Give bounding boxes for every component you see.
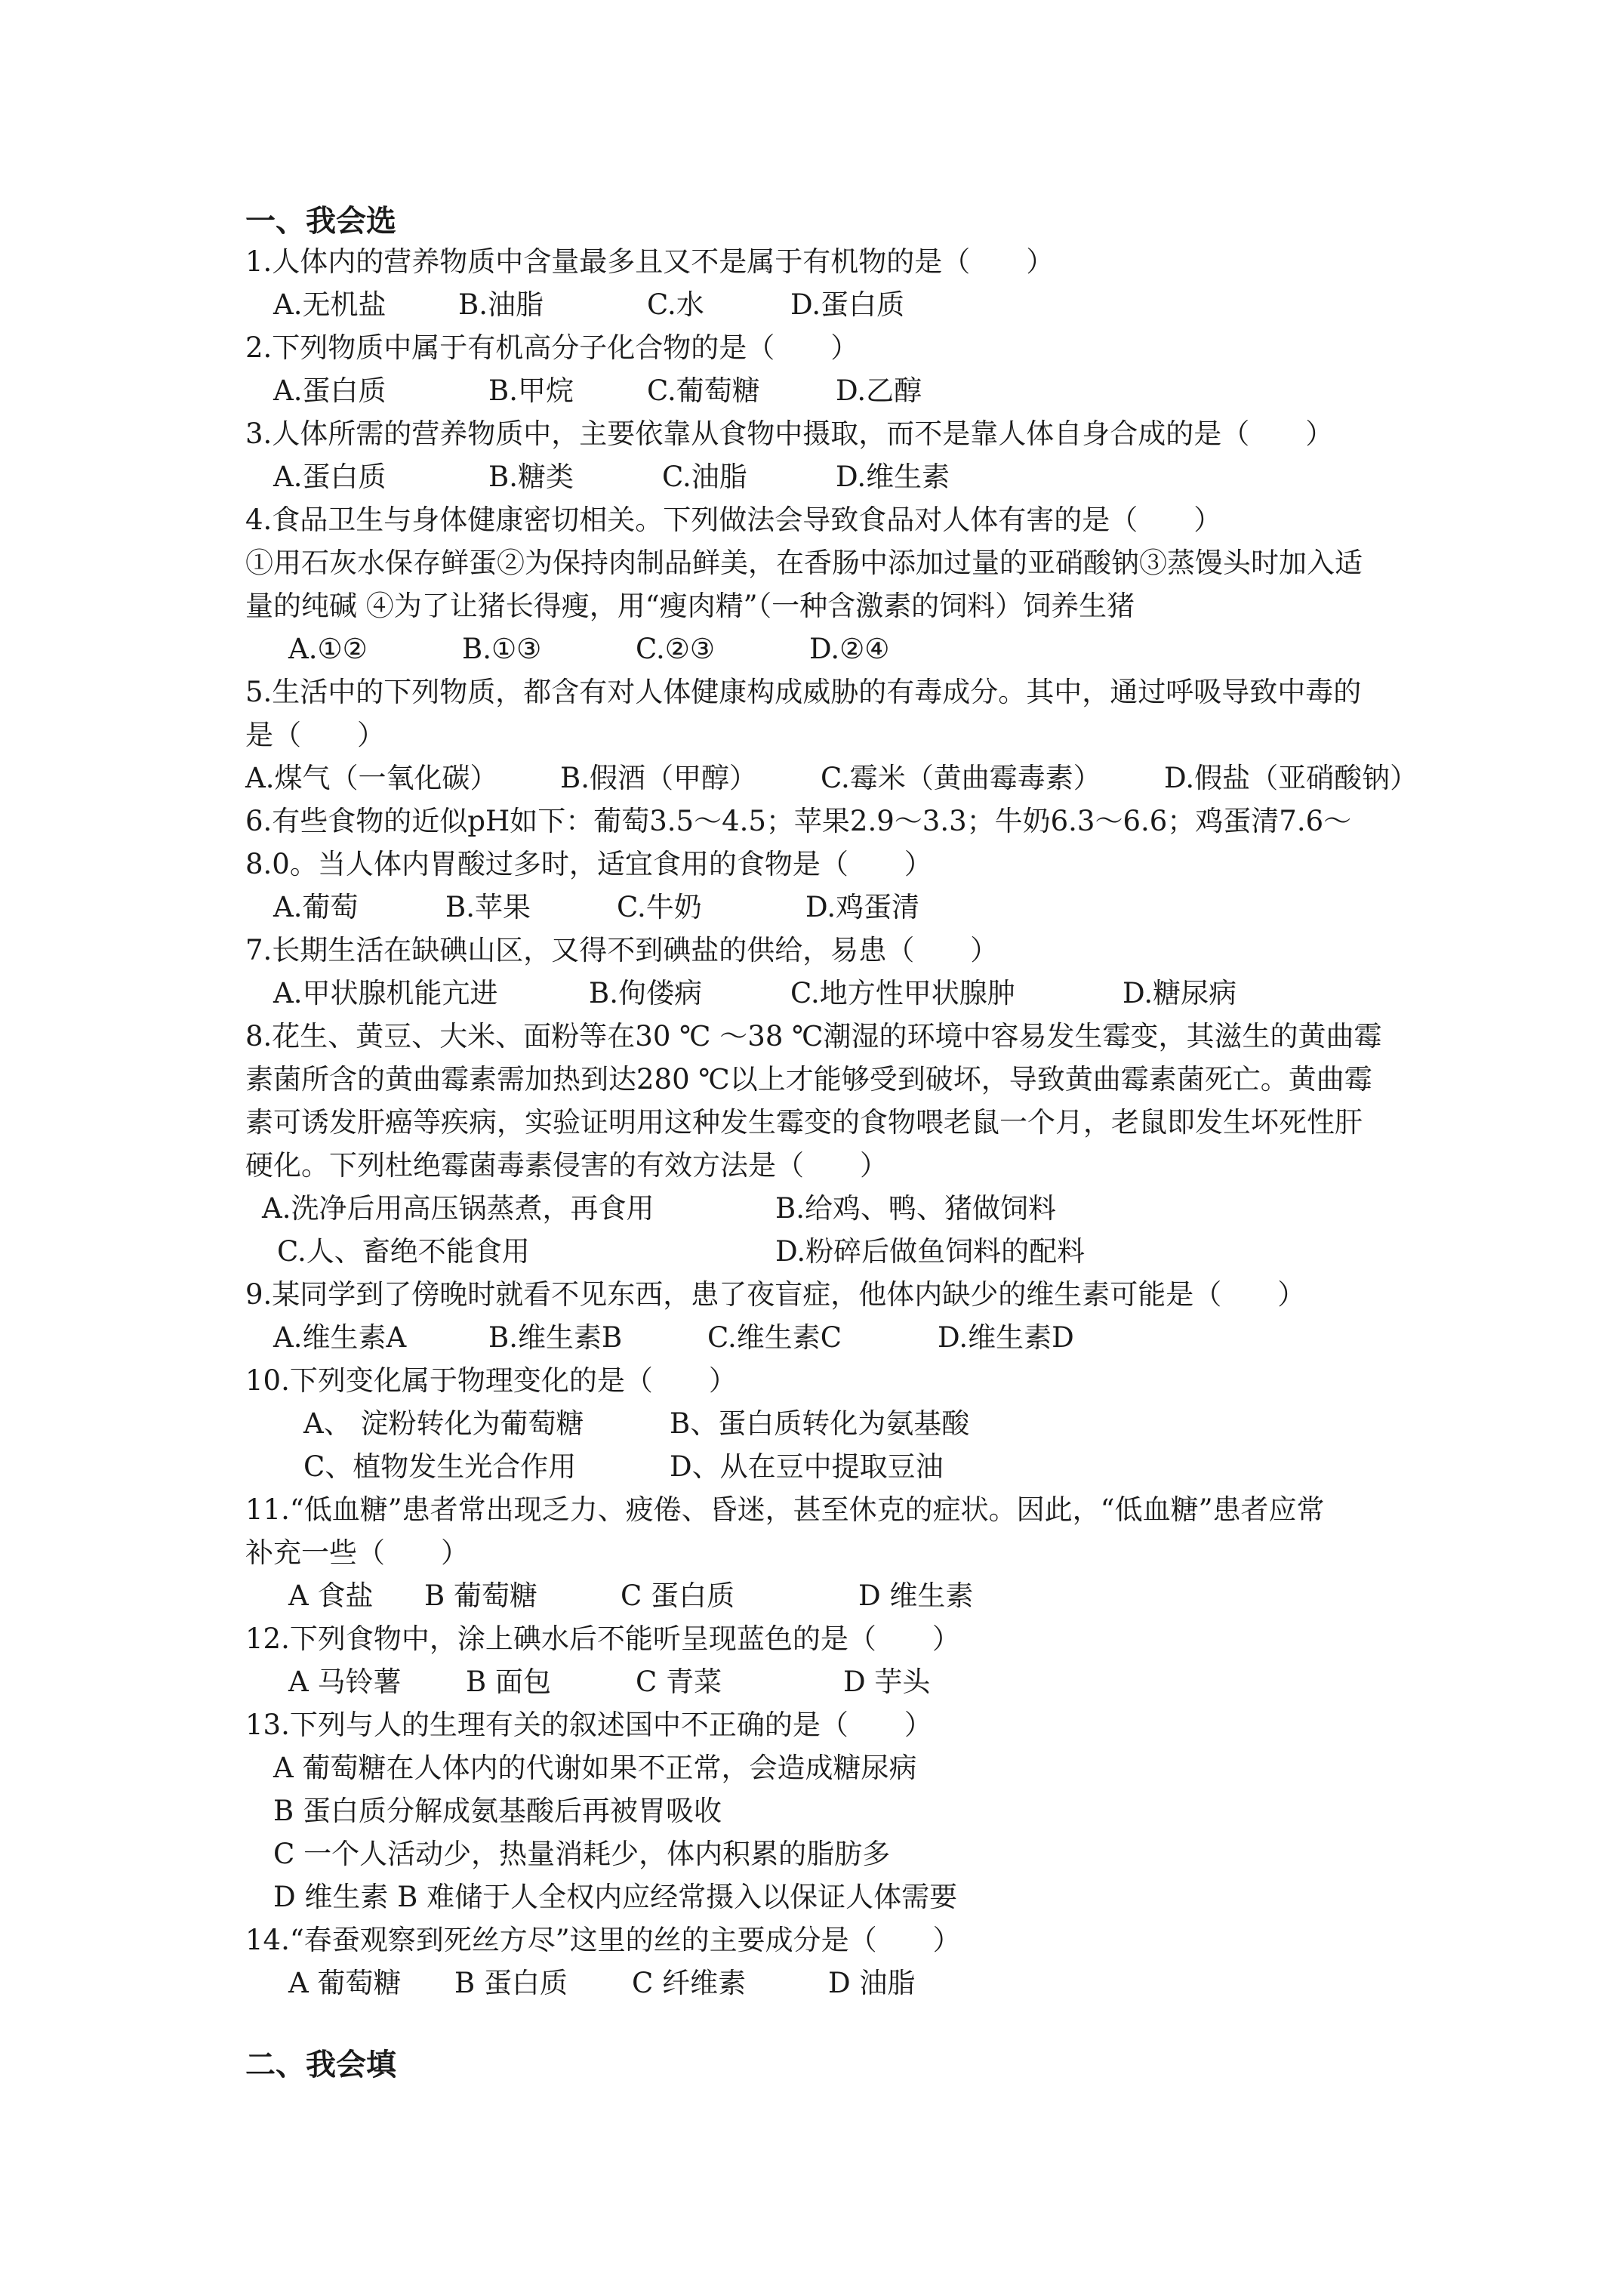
q2-option-d: D.乙醇 (836, 374, 922, 407)
q13-option-b: B 蛋白质分解成氨基酸后再被胃吸收 (273, 1795, 722, 1827)
q10-option-a: A、 淀粉转化为葡萄糖 (303, 1407, 584, 1440)
q5-option-a: A.煤气（一氧化碳） (245, 762, 498, 794)
q6-option-a: A.葡萄 (273, 891, 359, 923)
question-7-stem: 7.长期生活在缺碘山区，又得不到碘盐的供给，易患（ ） (245, 934, 999, 966)
q7-option-c: C.地方性甲状腺肿 (790, 977, 1015, 1009)
question-3-stem: 3.人体所需的营养物质中，主要依靠从食物中摄取，而不是靠人体自身合成的是（ ） (245, 418, 1334, 450)
question-11-stem: 11.“低血糖”患者常出现乏力、疲倦、昏迷，甚至休克的症状。因此，“低血糖”患者应常 (245, 1493, 1325, 1526)
q9-option-d: D.维生素D (938, 1321, 1074, 1354)
question-5-stem: 5.生活中的下列物质，都含有对人体健康构成威胁的有毒成分。其中，通过呼吸导致中毒的 (245, 676, 1362, 708)
question-8-stem: 8.花生、黄豆、大米、面粉等在30 ℃ ～38 ℃潮湿的环境中容易发生霉变，其滋生的黄曲霉 (245, 1020, 1382, 1052)
q4-option-a: A.①② (288, 633, 368, 665)
q5-option-b: B.假酒（甲醇） (560, 762, 757, 794)
q10-option-c: C、植物发生光合作用 (303, 1450, 577, 1483)
q9-option-c: C.维生素C (707, 1321, 842, 1354)
q13-option-d: D 维生素 B 难储于人全权内应经常摄入以保证人体需要 (273, 1881, 958, 1913)
q8-option-d: D.粉碎后做鱼饲料的配料 (775, 1235, 1086, 1268)
q9-option-a: A.维生素A (273, 1321, 407, 1354)
q12-option-b: B 面包 (466, 1666, 551, 1698)
q8-option-a: A.洗净后用高压锅蒸煮，再食用 (262, 1192, 654, 1225)
question-2-stem: 2.下列物质中属于有机高分子化合物的是（ ） (245, 331, 859, 364)
q3-option-a: A.蛋白质 (273, 461, 387, 493)
q11-option-b: B 葡萄糖 (424, 1579, 537, 1612)
q10-option-b: B、蛋白质转化为氨基酸 (670, 1407, 970, 1440)
q3-option-b: B.糖类 (488, 461, 574, 493)
q4-option-d: D.②④ (809, 633, 890, 665)
question-11-line-2: 补充一些（ ） (245, 1536, 469, 1569)
q14-option-d: D 油脂 (828, 1967, 916, 1999)
q14-option-a: A 葡萄糖 (288, 1967, 402, 1999)
question-8-line-3: 素可诱发肝癌等疾病，实验证明用这种发生霉变的食物喂老鼠一个月，老鼠即发生坏死性肝 (245, 1106, 1363, 1139)
question-1-stem: 1.人体内的营养物质中含量最多且又不是属于有机物的是（ ） (245, 245, 1055, 278)
q10-option-d: D、从在豆中提取豆油 (670, 1450, 944, 1483)
q11-option-a: A 食盐 (288, 1579, 374, 1612)
q5-option-c: C.霉米（黄曲霉毒素） (821, 762, 1101, 794)
q1-option-b: B.油脂 (458, 288, 544, 321)
q6-option-b: B.苹果 (445, 891, 531, 923)
question-9-stem: 9.某同学到了傍晚时就看不见东西，患了夜盲症，他体内缺少的维生素可能是（ ） (245, 1278, 1306, 1311)
q13-option-a: A 葡萄糖在人体内的代谢如果不正常，会造成糖尿病 (273, 1752, 917, 1784)
q2-option-c: C.葡萄糖 (647, 374, 760, 407)
section-heading-fill: 二、我会填 (245, 2047, 396, 2082)
q4-option-b: B.①③ (462, 633, 542, 665)
q2-option-a: A.蛋白质 (273, 374, 387, 407)
q5-option-d: D.假盐（亚硝酸钠） (1164, 762, 1418, 794)
q11-option-d: D 维生素 (858, 1579, 974, 1612)
question-8-line-4: 硬化。下列杜绝霉菌毒素侵害的有效方法是（ ） (245, 1149, 888, 1182)
q8-option-c: C.人、畜绝不能食用 (277, 1235, 530, 1268)
q1-option-a: A.无机盐 (273, 288, 387, 321)
question-6-stem: 6.有些食物的近似pH如下：葡萄3.5～4.5；苹果2.9～3.3；牛奶6.3～6.6；鸡蛋清7.6～ (245, 805, 1352, 837)
q12-option-c: C 青菜 (636, 1666, 722, 1698)
q6-option-c: C.牛奶 (617, 891, 702, 923)
q4-option-c: C.②③ (636, 633, 716, 665)
question-10-stem: 10.下列变化属于物理变化的是（ ） (245, 1364, 737, 1397)
section-heading-choose: 一、我会选 (245, 203, 396, 239)
q9-option-b: B.维生素B (488, 1321, 623, 1354)
q7-option-d: D.糖尿病 (1123, 977, 1237, 1009)
question-4-line-2: ①用石灰水保存鲜蛋②为保持肉制品鲜美，在香肠中添加过量的亚硝酸钠③蒸馒头时加入适 (245, 547, 1363, 579)
q14-option-b: B 蛋白质 (454, 1967, 568, 1999)
q2-option-b: B.甲烷 (488, 374, 574, 407)
q1-option-c: C.水 (647, 288, 704, 321)
q7-option-b: B.佝偻病 (589, 977, 702, 1009)
question-4-line-3: 量的纯碱 ④为了让猪长得瘦，用“瘦肉精”（一种含激素的饲料）饲养生猪 (245, 590, 1135, 622)
q11-option-c: C 蛋白质 (621, 1579, 735, 1612)
question-4-stem: 4.食品卫生与身体健康密切相关。下列做法会导致食品对人体有害的是（ ） (245, 504, 1222, 536)
q12-option-a: A 马铃薯 (288, 1666, 402, 1698)
q8-option-b: B.给鸡、鸭、猪做饲料 (775, 1192, 1056, 1225)
q13-option-c: C 一个人活动少，热量消耗少，体内积累的脂肪多 (273, 1838, 891, 1870)
q14-option-c: C 纤维素 (632, 1967, 747, 1999)
q12-option-d: D 芋头 (843, 1666, 931, 1698)
q3-option-d: D.维生素 (836, 461, 950, 493)
q3-option-c: C.油脂 (662, 461, 747, 493)
question-13-stem: 13.下列与人的生理有关的叙述国中不正确的是（ ） (245, 1709, 932, 1741)
question-12-stem: 12.下列食物中，涂上碘水后不能听呈现蓝色的是（ ） (245, 1623, 960, 1655)
question-5-line-2: 是（ ） (245, 719, 385, 751)
q1-option-d: D.蛋白质 (790, 288, 905, 321)
question-8-line-2: 素菌所含的黄曲霉素需加热到达280 ℃以上才能够受到破坏，导致黄曲霉素菌死亡。黄曲霉 (245, 1063, 1372, 1096)
question-6-line-2: 8.0。当人体内胃酸过多时，适宜食用的食物是（ ） (245, 848, 932, 880)
question-14-stem: 14.“春蚕观察到死丝方尽”这里的丝的主要成分是（ ） (245, 1924, 961, 1956)
q6-option-d: D.鸡蛋清 (805, 891, 920, 923)
q7-option-a: A.甲状腺机能亢进 (273, 977, 498, 1009)
